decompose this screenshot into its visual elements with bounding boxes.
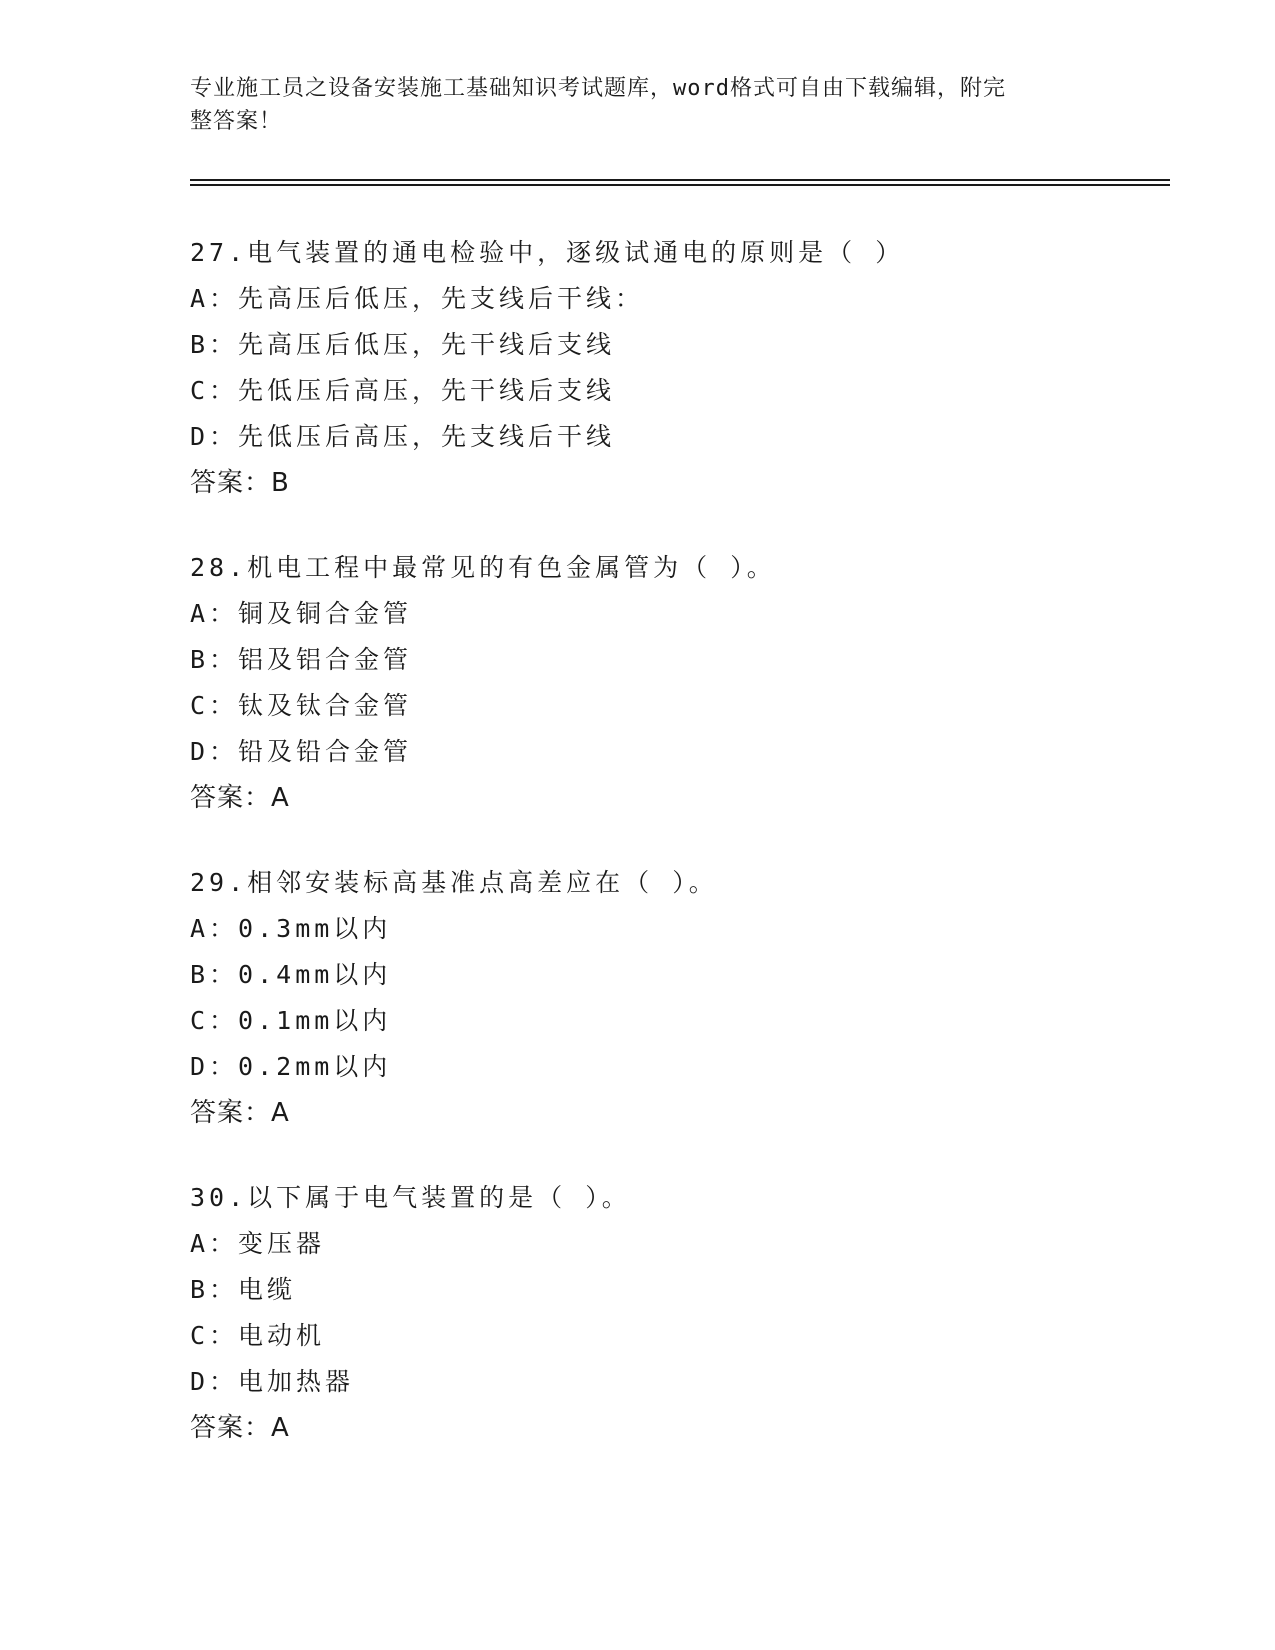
option-a: A：变压器 (190, 1229, 326, 1258)
option-d: D：电加热器 (190, 1367, 355, 1396)
option-b: B：电缆 (190, 1275, 297, 1304)
option-d: D：铅及铅合金管 (190, 737, 413, 766)
option-c: C：钛及钛合金管 (190, 691, 413, 720)
question-29 (190, 860, 1170, 1136)
question-stem: 27.电气装置的通电检验中，逐级试通电的原则是（ ） (190, 238, 905, 267)
option-a: A：先高压后低压，先支线后干线： (190, 284, 645, 313)
question-27 (190, 230, 1170, 506)
header-divider-top (190, 179, 1170, 181)
option-b: B：铝及铝合金管 (190, 645, 413, 674)
document-header (190, 72, 1090, 138)
option-a: A：0.3mm以内 (190, 914, 392, 943)
answer: 答案：A (190, 1098, 290, 1128)
answer: 答案：B (190, 468, 290, 498)
option-a: A：铜及铜合金管 (190, 599, 413, 628)
question-stem: 28.机电工程中最常见的有色金属管为（ ）。 (190, 553, 776, 582)
header-line-2: 整答案！ (190, 109, 283, 134)
question-28 (190, 545, 1170, 821)
question-30 (190, 1175, 1170, 1451)
option-c: C：先低压后高压，先干线后支线 (190, 376, 616, 405)
answer: 答案：A (190, 1413, 290, 1443)
option-b: B：先高压后低压，先干线后支线 (190, 330, 616, 359)
header-divider-bottom (190, 184, 1170, 186)
answer: 答案：A (190, 783, 290, 813)
option-d: D：0.2mm以内 (190, 1052, 392, 1081)
header-line-1: 专业施工员之设备安装施工基础知识考试题库，word格式可自由下载编辑，附完 (190, 76, 1006, 101)
option-b: B：0.4mm以内 (190, 960, 392, 989)
question-stem: 30.以下属于电气装置的是（ ）。 (190, 1183, 631, 1212)
option-c: C：0.1mm以内 (190, 1006, 392, 1035)
question-stem: 29.相邻安装标高基准点高差应在（ ）。 (190, 868, 718, 897)
option-c: C：电动机 (190, 1321, 326, 1350)
option-d: D：先低压后高压，先支线后干线 (190, 422, 616, 451)
